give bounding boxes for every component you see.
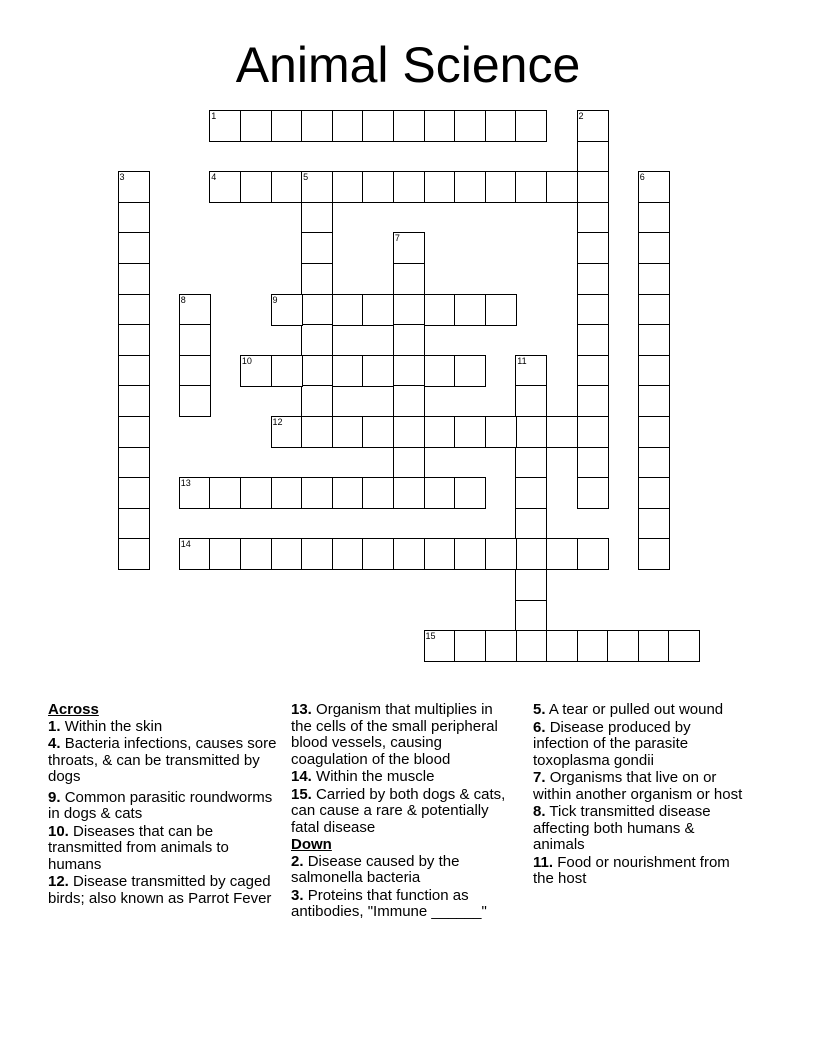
cell-number: 14 bbox=[180, 539, 191, 550]
grid-cell[interactable] bbox=[485, 416, 517, 448]
grid-cell[interactable] bbox=[515, 538, 547, 570]
clues-column-3 bbox=[533, 702, 748, 889]
grid-cell[interactable] bbox=[424, 355, 456, 387]
grid-cell[interactable] bbox=[638, 416, 670, 448]
grid-cell[interactable] bbox=[362, 416, 394, 448]
grid-cell[interactable] bbox=[577, 110, 609, 142]
grid-cell[interactable] bbox=[240, 355, 272, 387]
grid-cell[interactable] bbox=[271, 110, 303, 142]
grid-cell[interactable] bbox=[393, 171, 425, 203]
grid-cell[interactable] bbox=[271, 171, 303, 203]
grid-cell[interactable] bbox=[454, 538, 486, 570]
clues-column-2 bbox=[291, 702, 511, 922]
grid-cell[interactable] bbox=[332, 538, 364, 570]
clue-down-7: 7. Organisms that live on or within another organism or host bbox=[533, 769, 743, 803]
grid-cell[interactable] bbox=[179, 477, 211, 509]
grid-cell[interactable] bbox=[577, 630, 609, 662]
clue-down-8: 8. Tick transmitted disease affecting both humans & animals bbox=[533, 803, 711, 853]
grid-cell[interactable] bbox=[515, 416, 547, 448]
grid-cell[interactable] bbox=[240, 477, 272, 509]
grid-cell[interactable] bbox=[577, 232, 609, 264]
grid-cell[interactable] bbox=[118, 538, 150, 570]
grid-cell[interactable] bbox=[515, 110, 547, 142]
grid-cell[interactable] bbox=[424, 630, 456, 662]
grid-cell[interactable] bbox=[638, 477, 670, 509]
grid-cell[interactable] bbox=[638, 232, 670, 264]
grid-cell[interactable] bbox=[577, 538, 609, 570]
cell-number: 10 bbox=[241, 355, 252, 366]
grid-cell[interactable] bbox=[393, 110, 425, 142]
grid-cell[interactable] bbox=[179, 355, 211, 387]
grid-cell[interactable] bbox=[332, 294, 364, 326]
clue-across-13: 13. Organism that multiplies in the cells of the small peripheral blood vessels, causing coagulation of the blood bbox=[291, 701, 498, 768]
grid-cell[interactable] bbox=[301, 324, 333, 356]
grid-cell[interactable] bbox=[546, 171, 578, 203]
grid-cell[interactable] bbox=[454, 110, 486, 142]
grid-cell[interactable] bbox=[301, 232, 333, 264]
clue-across-14: 14. Within the muscle bbox=[291, 768, 435, 785]
grid-cell[interactable] bbox=[424, 416, 456, 448]
grid-cell[interactable] bbox=[271, 416, 303, 448]
cell-number: 2 bbox=[578, 111, 584, 121]
grid-cell[interactable] bbox=[332, 416, 364, 448]
grid-cell[interactable] bbox=[638, 385, 670, 417]
grid-cell[interactable] bbox=[301, 294, 333, 326]
grid-cell[interactable] bbox=[209, 110, 241, 142]
clue-down-6: 6. Disease produced by infection of the parasite toxoplasma gondii bbox=[533, 718, 691, 769]
cell-number: 13 bbox=[180, 478, 191, 489]
cell-number: 11 bbox=[517, 355, 527, 366]
grid-cell[interactable] bbox=[638, 630, 670, 662]
grid-cell[interactable] bbox=[668, 630, 700, 662]
grid-cell[interactable] bbox=[118, 263, 150, 295]
grid-cell[interactable] bbox=[454, 355, 486, 387]
grid-cell[interactable] bbox=[301, 416, 333, 448]
grid-cell[interactable] bbox=[638, 508, 670, 540]
grid-cell[interactable] bbox=[240, 171, 272, 203]
grid-cell[interactable] bbox=[607, 630, 639, 662]
grid-cell[interactable] bbox=[515, 508, 547, 540]
grid-cell[interactable] bbox=[118, 171, 150, 203]
grid-cell[interactable] bbox=[393, 538, 425, 570]
grid-cell[interactable] bbox=[638, 447, 670, 479]
grid-cell[interactable] bbox=[118, 294, 150, 326]
cell-number: 12 bbox=[272, 417, 283, 427]
grid-cell[interactable] bbox=[118, 508, 150, 540]
grid-cell[interactable] bbox=[638, 538, 670, 570]
grid-cell[interactable] bbox=[301, 538, 333, 570]
grid-cell[interactable] bbox=[240, 538, 272, 570]
grid-cell[interactable] bbox=[485, 171, 517, 203]
cell-number: 5 bbox=[303, 172, 309, 183]
grid-cell[interactable] bbox=[424, 477, 456, 509]
grid-cell[interactable] bbox=[301, 385, 333, 417]
grid-cell[interactable] bbox=[301, 477, 333, 509]
grid-cell[interactable] bbox=[209, 477, 241, 509]
grid-cell[interactable] bbox=[393, 324, 425, 356]
grid-cell[interactable] bbox=[577, 263, 609, 295]
grid-cell[interactable] bbox=[393, 477, 425, 509]
clue-across-4: 4. Bacteria infections, causes sore throats, & can be transmitted by dogs bbox=[48, 735, 277, 785]
clue-down-2: 2. Disease caused by the salmonella bacteria bbox=[291, 852, 460, 886]
grid-cell[interactable] bbox=[118, 385, 150, 417]
grid-cell[interactable] bbox=[485, 294, 517, 326]
grid-cell[interactable] bbox=[301, 355, 333, 387]
grid-cell[interactable] bbox=[424, 294, 456, 326]
grid-cell[interactable] bbox=[393, 447, 425, 479]
grid-cell[interactable] bbox=[209, 171, 241, 203]
grid-cell[interactable] bbox=[577, 477, 609, 509]
grid-cell[interactable] bbox=[515, 171, 547, 203]
grid-cell[interactable] bbox=[638, 324, 670, 356]
grid-cell[interactable] bbox=[271, 294, 303, 326]
grid-cell[interactable] bbox=[393, 263, 425, 295]
grid-cell[interactable] bbox=[424, 110, 456, 142]
cell-number: 4 bbox=[211, 172, 217, 183]
grid-cell[interactable] bbox=[424, 538, 456, 570]
clues-column-1 bbox=[48, 702, 283, 908]
grid-cell[interactable] bbox=[362, 538, 394, 570]
grid-cell[interactable] bbox=[179, 538, 211, 570]
clue-across-10: 10. Diseases that can be transmitted from animals to humans bbox=[48, 822, 229, 873]
puzzle-title: Animal Science bbox=[235, 37, 581, 93]
down-heading: Down bbox=[291, 836, 332, 853]
grid-cell[interactable] bbox=[577, 385, 609, 417]
grid-cell[interactable] bbox=[546, 630, 578, 662]
grid-cell[interactable] bbox=[179, 324, 211, 356]
grid-cell[interactable] bbox=[332, 355, 364, 387]
cell-number: 9 bbox=[272, 294, 278, 305]
grid-cell[interactable] bbox=[638, 263, 670, 295]
grid-cell[interactable] bbox=[638, 171, 670, 203]
grid-cell[interactable] bbox=[638, 294, 670, 326]
grid-cell[interactable] bbox=[546, 538, 578, 570]
grid-cell[interactable] bbox=[577, 141, 609, 173]
grid-cell[interactable] bbox=[393, 355, 425, 387]
grid-cell[interactable] bbox=[271, 538, 303, 570]
grid-cell[interactable] bbox=[332, 477, 364, 509]
grid-cell[interactable] bbox=[118, 416, 150, 448]
across-heading: Across bbox=[48, 701, 99, 718]
grid-cell[interactable] bbox=[515, 569, 547, 601]
grid-cell[interactable] bbox=[515, 447, 547, 479]
grid-cell[interactable] bbox=[515, 385, 547, 417]
grid-cell[interactable] bbox=[577, 355, 609, 387]
grid-cell[interactable] bbox=[546, 416, 578, 448]
grid-cell[interactable] bbox=[209, 538, 241, 570]
grid-cell[interactable] bbox=[393, 294, 425, 326]
grid-cell[interactable] bbox=[454, 171, 486, 203]
grid-cell[interactable] bbox=[301, 202, 333, 234]
cell-number: 3 bbox=[119, 172, 125, 183]
grid-cell[interactable] bbox=[271, 477, 303, 509]
clue-down-11: 11. Food or nourishment from the host bbox=[533, 853, 730, 887]
grid-cell[interactable] bbox=[577, 294, 609, 326]
grid-cell[interactable] bbox=[240, 110, 272, 142]
grid-cell[interactable] bbox=[362, 294, 394, 326]
grid-cell[interactable] bbox=[577, 324, 609, 356]
grid-cell[interactable] bbox=[118, 202, 150, 234]
cell-number: 7 bbox=[394, 233, 400, 244]
grid-cell[interactable] bbox=[454, 294, 486, 326]
grid-cell[interactable] bbox=[577, 416, 609, 448]
clue-down-5: 5. A tear or pulled out wound bbox=[533, 701, 724, 718]
clue-across-1: 1. Within the skin bbox=[48, 717, 163, 735]
grid-cell[interactable] bbox=[515, 477, 547, 509]
grid-cell[interactable] bbox=[118, 324, 150, 356]
cell-number: 6 bbox=[639, 172, 645, 183]
grid-cell[interactable] bbox=[362, 355, 394, 387]
grid-cell[interactable] bbox=[454, 630, 486, 662]
grid-cell[interactable] bbox=[485, 110, 517, 142]
grid-cell[interactable] bbox=[362, 171, 394, 203]
grid-cell[interactable] bbox=[393, 385, 425, 417]
grid-cell[interactable] bbox=[485, 538, 517, 570]
grid-cell[interactable] bbox=[454, 416, 486, 448]
grid-cell[interactable] bbox=[362, 477, 394, 509]
grid-cell[interactable] bbox=[179, 385, 211, 417]
grid-cell[interactable] bbox=[515, 600, 547, 632]
clue-across-15: 15. Carried by both dogs & cats, can cause a rare & potentially fatal disease bbox=[291, 785, 506, 836]
grid-cell[interactable] bbox=[301, 171, 333, 203]
grid-cell[interactable] bbox=[332, 110, 364, 142]
grid-cell[interactable] bbox=[301, 110, 333, 142]
clue-across-9: 9. Common parasitic roundworms in dogs & cats bbox=[48, 788, 273, 822]
grid-cell[interactable] bbox=[577, 447, 609, 479]
grid-cell[interactable] bbox=[362, 110, 394, 142]
grid-cell[interactable] bbox=[118, 355, 150, 387]
grid-cell[interactable] bbox=[332, 171, 364, 203]
grid-cell[interactable] bbox=[301, 263, 333, 295]
grid-cell[interactable] bbox=[271, 355, 303, 387]
grid-cell[interactable] bbox=[638, 355, 670, 387]
grid-cell[interactable] bbox=[515, 355, 547, 387]
grid-cell[interactable] bbox=[577, 171, 609, 203]
clue-down-3: 3. Proteins that function as antibodies, "Immune ______" bbox=[291, 886, 487, 920]
grid-cell[interactable] bbox=[515, 630, 547, 662]
clue-across-12: 12. Disease transmitted by caged birds; also known as Parrot Fever bbox=[48, 873, 272, 907]
grid-cell[interactable] bbox=[424, 171, 456, 203]
grid-cell[interactable] bbox=[577, 202, 609, 234]
grid-cell[interactable] bbox=[393, 232, 425, 264]
grid-cell[interactable] bbox=[118, 447, 150, 479]
grid-cell[interactable] bbox=[118, 232, 150, 264]
grid-cell[interactable] bbox=[393, 416, 425, 448]
grid-cell[interactable] bbox=[454, 477, 486, 509]
grid-cell[interactable] bbox=[485, 630, 517, 662]
cell-number: 1 bbox=[211, 111, 217, 121]
grid-cell[interactable] bbox=[179, 294, 211, 326]
grid-cell[interactable] bbox=[118, 477, 150, 509]
grid-cell[interactable] bbox=[638, 202, 670, 234]
cell-number: 15 bbox=[425, 631, 436, 642]
cell-number: 8 bbox=[180, 294, 186, 305]
